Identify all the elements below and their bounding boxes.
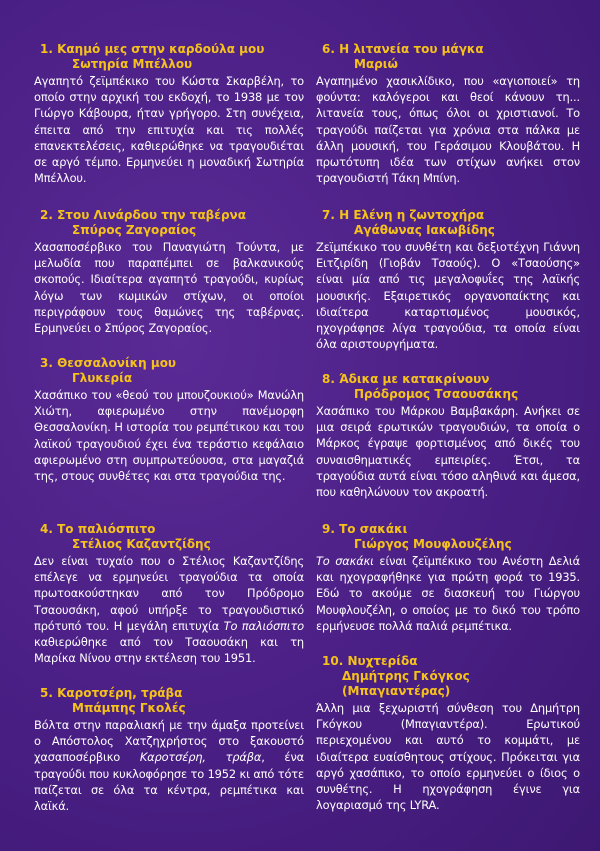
song-entry-9 [316, 522, 580, 634]
song-number: 3. [40, 356, 53, 370]
song-artist: Γλυκερία [72, 371, 133, 385]
song-description-text: Βόλτα στην παραλιακή με την άμαξα προτείνει ο Απόστολος Χατζηχρήστος στο ξακουστό χασαποσέρβικο [34, 718, 304, 765]
song-description: Αγαπημένο χασικλίδικο, που «αγιοποιεί» τη φούντα: καλόγεροι και θεοί κάνουν τη... λιτανεία τους, όπως όλοι οι χριστιανοί. Το τραγούδι παίζεται για χρόνια στα πάλκα με άλλη μουσική, του Γεράσιμου Κλουβάτου. Η πρωτότυπη ιδέα των στίχων ανήκει στον τραγουδιστή Τάκη Μπίνη. [316, 74, 580, 186]
song-number: 6. [322, 42, 335, 56]
song-title: Καροτσέρη, τράβα [57, 686, 183, 700]
song-artist: Μπάμπης Γκολές [72, 701, 186, 715]
song-entry-6 [316, 42, 580, 186]
song-number: 7. [322, 208, 335, 222]
song-number: 2. [40, 208, 53, 222]
song-number: 8. [322, 372, 335, 386]
song-artist: Σπύρος Ζαγοραίος [72, 223, 197, 237]
song-title: Το σακάκι [339, 522, 408, 536]
song-description: Αγαπητό ζεϊμπέκικο του Κώστα Σκαρβέλη, το οποίο στην αρχική του εκδοχή, το 1938 με τον Γιώργο Κάβουρα, ήταν γρήγορο. Στη συνέχεια, έπειτα από την επιτυχία και τις πολλές επανεκτελέσεις, καθιερώθηκε να τραγουδιέται σε αργό τέμπο. Ερμηνεύει η μοναδική Σωτηρία Μπέλλου. [34, 74, 304, 186]
song-heading [316, 522, 580, 552]
song-entry-5 [34, 686, 304, 814]
song-title-italic: Το σακάκι [316, 554, 374, 568]
song-number: 5. [40, 686, 53, 700]
song-entry-7 [316, 208, 580, 352]
song-entry-1 [34, 42, 304, 186]
song-entry-3 [34, 356, 304, 484]
song-title: Στου Λινάρδου την ταβέρνα [57, 208, 246, 222]
song-title: Η λιτανεία του μάγκα [339, 42, 484, 56]
song-description-text: καθιερώθηκε από τον Τσαουσάκη και τη Μαρίκα Νίνου στην εκτέλεση του 1951. [34, 635, 304, 666]
song-description [34, 553, 304, 666]
song-entry-10 [316, 654, 580, 813]
song-number: 1. [40, 42, 53, 56]
song-heading [316, 42, 580, 72]
song-title: Άδικα με κατακρίνουν [339, 372, 490, 386]
song-heading [316, 654, 580, 699]
song-title: Καημό μες στην καρδούλα μου [57, 42, 265, 56]
song-heading [34, 208, 304, 238]
song-heading [34, 522, 304, 552]
song-title: Νυχτερίδα [347, 654, 418, 668]
song-artist: Πρόδρομος Τσαουσάκης [354, 387, 519, 401]
song-description: Άλλη μια ξεχωριστή σύνθεση του Δημήτρη Γκόγκου (Μπαγιαντέρα). Ερωτικού περιεχομένου και αυτό το κομμάτι, με ιδιαίτερα ευαίσθητους στίχους. Πρόκειται για αργό χασάπικο, το οποίο ερμηνεύει ο ίδιος ο συνθέτης. Η ηχογράφηση έγινε για λογαριασμό της LYRA. [316, 701, 580, 813]
song-title: Θεσσαλονίκη μου [57, 356, 177, 370]
song-artist: Αγάθωνας Ιακωβίδης [354, 223, 495, 237]
song-heading [34, 356, 304, 386]
song-heading [34, 686, 304, 716]
song-entry-4 [34, 522, 304, 666]
song-entry-2 [34, 208, 304, 336]
song-title-italic: Το παλιόσπιτο [223, 618, 304, 633]
song-description [316, 553, 580, 634]
song-artist: Γιώργος Μουφλουζέλης [354, 537, 512, 551]
song-heading [316, 208, 580, 238]
song-artist: Μαριώ [354, 57, 398, 71]
song-title: Η Ελένη η ζωντοχήρα [339, 208, 485, 222]
song-artist: Στέλιος Καζαντζίδης [72, 537, 211, 551]
song-description: Χασαποσέρβικο του Παναγιώτη Τούντα, με μελωδία που παραπέμπει σε βαλκανικούς σκοπούς. Ιδιαίτερα αγαπητό τραγούδι, κυρίως λόγω των κωμικών στίχων, οι οποίοι περιγράφουν τους θαμώνες της ταβέρνας. Ερμηνεύει ο Σπύρος Ζαγοραίος. [34, 240, 304, 336]
song-number: 10. [322, 654, 344, 668]
song-title: Το παλιόσπιτο [57, 522, 156, 536]
song-description-text: είναι ζεϊμπέκικο του Ανέστη Δελιά και ηχογραφήθηκε για πρώτη φορά το 1935. Εδώ το ακούμε σε διασκευή του Γιώργου Μουφλουζέλη, ο οποίος με το δικό του τρόπο ερμήνευσε πολλά παλιά ρεμπέτικα. [316, 554, 580, 633]
song-heading [34, 42, 304, 72]
song-number: 4. [40, 522, 53, 536]
song-description-text: Δεν είναι τυχαίο που ο Στέλιος Καζαντζίδης επέλεγε να ερμηνεύει τραγούδια τα οποία πρωτοακούστηκαν από τον Πρόδρομο Τσαουσάκη, αφού υπήρξε το τραγουδιστικό πρότυπό του. Η μεγάλη επιτυχία [34, 554, 304, 633]
song-title-italic: Καροτσέρη, τράβα [139, 750, 262, 765]
song-artist: Σωτηρία Μπέλλου [72, 57, 193, 71]
song-description [34, 717, 304, 814]
song-artist: Δημήτρης Γκόγκος (Μπαγιαντέρας) [342, 669, 470, 698]
song-heading [316, 372, 580, 402]
song-number: 9. [322, 522, 335, 536]
song-description: Χασάπικο του «θεού του μπουζουκιού» Μανώλη Χιώτη, αφιερωμένο στην πανέμορφη Θεσσαλονίκη. Η ιστορία του ρεμπέτικου και του λαϊκού τραγουδιού έχει ένα τεράστιο κεφάλαιο αφιερωμένο στη συμπρωτεύουσα, στα μαγαζιά της, στους συνθέτες και στα τραγούδια της. [34, 388, 304, 484]
song-description-text: , ένα τραγούδι που κυκλοφόρησε το 1952 κι από τότε παίζεται σε όλα τα κέντρα, ρεμπέτικα και λαϊκά. [34, 750, 305, 814]
song-entry-8 [316, 372, 580, 500]
song-description: Χασάπικο του Μάρκου Βαμβακάρη. Ανήκει σε μια σειρά ερωτικών τραγουδιών, τα οποία ο Μάρκος έγραψε φορτισμένος από δικές του συναισθηματικές εμπειρίες. Έτσι, τα τραγούδια αυτά είναι τόσο αληθινά και άμεσα, που καθηλώνουν τον ακροατή. [316, 404, 580, 500]
song-description: Ζεϊμπέκικο του συνθέτη και δεξιοτέχνη Γιάννη Ειτζιρίδη (Γιοβάν Τσαούς). Ο «Τσαούσης» είναι μία από τις μεγαλοφυΐες της λαϊκής μουσικής. Εξαιρετικός οργανοπαίκτης και ιδιαίτερα καταρτισμένος μουσικός, ηχογράφησε λίγα τραγούδια, τα οποία είναι όλα αριστουργήματα. [316, 240, 580, 352]
